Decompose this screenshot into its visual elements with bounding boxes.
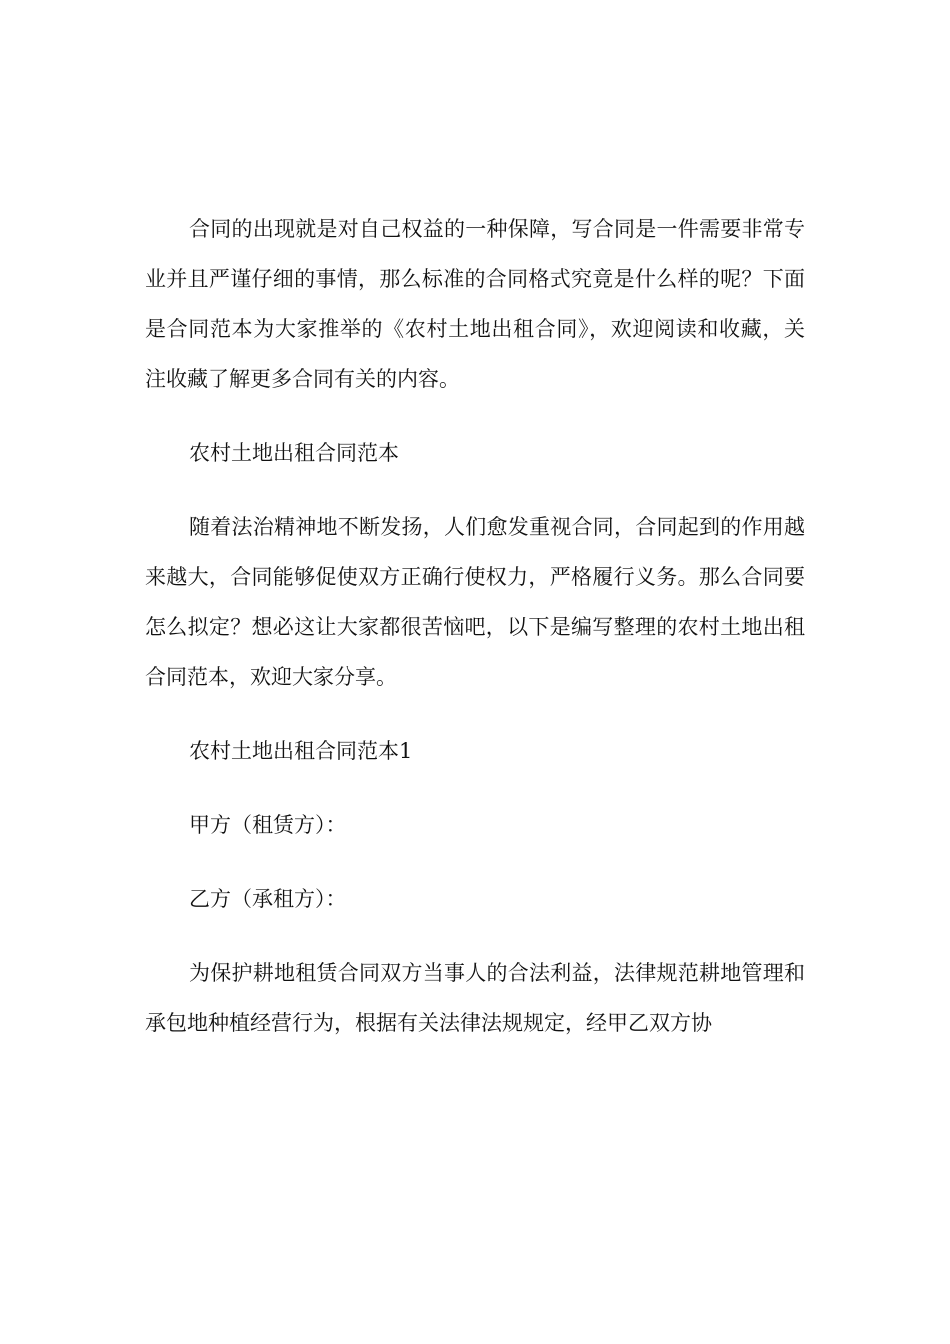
party-a-line: 甲方（租赁方）：: [189, 813, 347, 837]
document-body: [145, 204, 805, 1072]
preface-paragraph: 随着法治精神地不断发扬，人们愈发重视合同，合同起到的作用越来越大，合同能够促使双方正确行使权力，严格履行义务。那么合同要怎么拟定？想必这让大家都很苦恼吧，以下是编写整理的农村土地出租合同范本，欢迎大家分享。: [145, 515, 805, 689]
contract-title-1: 农村土地出租合同范本1: [189, 739, 413, 763]
section-heading-template: 农村土地出租合同范本: [189, 441, 399, 465]
contract-body-paragraph: 为保护耕地租赁合同双方当事人的合法利益，法律规范耕地管理和承包地种植经营行为，根据有关法律法规规定，经甲乙双方协: [145, 961, 805, 1035]
intro-paragraph: 合同的出现就是对自己权益的一种保障，写合同是一件需要非常专业并且严谨仔细的事情，那么标准的合同格式究竟是什么样的呢？下面是合同范本为大家推举的《农村土地出租合同》，欢迎阅读和收藏，关注收藏了解更多合同有关的内容。: [145, 217, 805, 391]
party-b-line: 乙方（承租方）：: [189, 887, 347, 911]
